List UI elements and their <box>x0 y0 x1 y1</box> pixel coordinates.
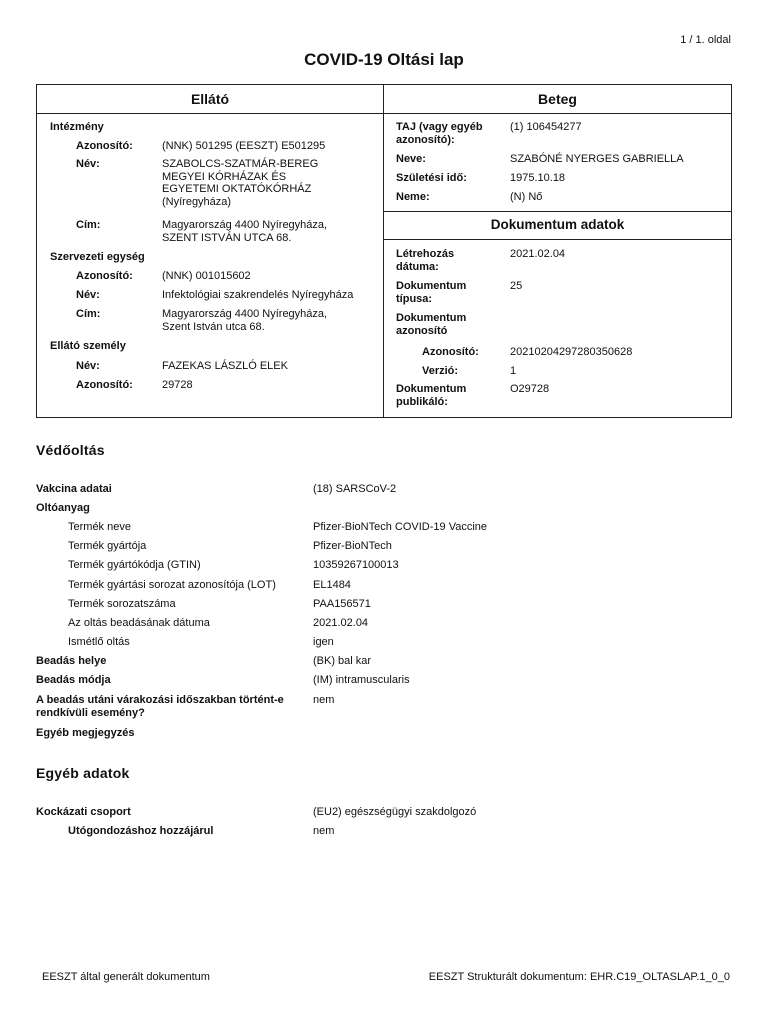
szervezeti-nev: Infektológiai szakrendelés Nyíregyháza <box>162 289 354 301</box>
tipus-value: 25 <box>510 280 523 292</box>
utogondozas-value: nem <box>313 825 335 837</box>
beadas-datuma-value: 2021.02.04 <box>313 617 369 629</box>
lot-value: EL1484 <box>313 579 351 591</box>
taj-value: (1) 106454277 <box>510 121 582 133</box>
kockazati-value: (EU2) egészségügyi szakdolgozó <box>313 806 477 818</box>
utogondozas-label: Utógondozáshoz hozzájárul <box>68 825 214 837</box>
szervezeti-azonosito: (NNK) 001015602 <box>162 270 251 282</box>
tipus-label: Dokumentum típusa: <box>396 280 467 305</box>
kockazati-label: Kockázati csoport <box>36 806 131 818</box>
intezmeny-nev: SZABOLCS-SZATMÁR-BEREG MEGYEI KÓRHÁZAK ÉS EGYETEMI OKTATÓKÓRHÁZ (Nyíregyháza) <box>162 158 319 208</box>
document-title: COVID-19 Oltási lap <box>304 50 464 69</box>
varakozasi-label: A beadás utáni várakozási időszakban történt-e rendkívüli esemény? <box>36 694 284 719</box>
dokumentum-azonosito-group-label: Dokumentum azonosító <box>396 312 467 337</box>
beadas-modja-value: (IM) intramuscularis <box>313 674 410 686</box>
dokumentum-heading: Dokumentum adatok <box>490 217 625 232</box>
szervezeti-azonosito-label: Azonosító: <box>76 270 133 282</box>
szervezeti-cim-label: Cím: <box>76 308 101 320</box>
info-table <box>36 84 732 418</box>
neve-value: SZABÓNÉ NYERGES GABRIELLA <box>510 153 684 165</box>
vakcina-value: (18) SARSCoV-2 <box>313 483 397 495</box>
footer-document-type: EESZT Strukturált dokumentum: EHR.C19_OLTASLAP.1_0_0 <box>428 971 730 983</box>
oltoanyag-label: Oltóanyag <box>36 502 90 514</box>
ellato-heading: Ellátó <box>190 91 230 107</box>
termek-neve-label: Termék neve <box>68 521 131 533</box>
verzio-label: Verzió: <box>422 365 459 377</box>
intezmeny-cim-label: Cím: <box>76 219 101 231</box>
beadas-helye-label: Beadás helye <box>36 655 107 667</box>
szuletesi-value: 1975.10.18 <box>510 172 566 184</box>
szervezeti-label: Szervezeti egység <box>50 251 145 263</box>
publikalo-value: O29728 <box>510 383 550 395</box>
beadas-helye-value: (BK) bal kar <box>313 655 372 667</box>
intezmeny-azonosito-label: Azonosító: <box>76 140 133 152</box>
vedooltas-title: Védőoltás <box>36 442 105 458</box>
szemely-azonosito: 29728 <box>162 379 193 391</box>
column-divider <box>383 85 384 417</box>
taj-label: TAJ (vagy egyéb azonosító): <box>396 121 483 146</box>
gtin-label: Termék gyártókódja (GTIN) <box>68 559 201 571</box>
letrehozas-value: 2021.02.04 <box>510 248 566 260</box>
gtin-value: 10359267100013 <box>313 559 399 571</box>
szemely-azonosito-label: Azonosító: <box>76 379 133 391</box>
vakcina-label: Vakcina adatai <box>36 483 112 495</box>
neve-label: Neve: <box>396 153 426 165</box>
neme-value: (N) Nő <box>510 191 543 203</box>
termek-gyartoja-label: Termék gyártója <box>68 540 147 552</box>
ismetlo-oltas-label: Ismétlő oltás <box>68 636 130 648</box>
verzio-value: 1 <box>510 365 517 377</box>
szervezeti-nev-label: Név: <box>76 289 100 301</box>
sorozatszam-label: Termék sorozatszáma <box>68 598 176 610</box>
megjegyzes-label: Egyéb megjegyzés <box>36 727 135 739</box>
intezmeny-label: Intézmény <box>50 121 104 133</box>
szemely-nev-label: Név: <box>76 360 100 372</box>
termek-gyartoja-value: Pfizer-BioNTech <box>313 540 392 552</box>
page-number: 1 / 1. oldal <box>680 34 731 46</box>
szemely-label: Ellátó személy <box>50 340 126 352</box>
footer-generated-note: EESZT által generált dokumentum <box>42 971 210 983</box>
header-divider <box>37 113 731 114</box>
doc-section-bottom-divider <box>383 239 731 240</box>
dokumentum-azonosito-label: Azonosító: <box>422 346 479 358</box>
szuletesi-label: Születési idő: <box>396 172 467 184</box>
intezmeny-azonosito: (NNK) 501295 (EESZT) E501295 <box>162 140 326 152</box>
varakozasi-value: nem <box>313 694 335 706</box>
neme-label: Neme: <box>396 191 430 203</box>
sorozatszam-value: PAA156571 <box>313 598 371 610</box>
ismetlo-oltas-value: igen <box>313 636 334 648</box>
dokumentum-azonosito-value: 20210204297280350628 <box>510 346 633 358</box>
termek-neve-value: Pfizer-BioNTech COVID-19 Vaccine <box>313 521 488 533</box>
szervezeti-cim: Magyarország 4400 Nyíregyháza, Szent István utca 68. <box>162 308 328 333</box>
publikalo-label: Dokumentum publikáló: <box>396 383 467 408</box>
egyeb-adatok-title: Egyéb adatok <box>36 765 130 781</box>
beadas-datuma-label: Az oltás beadásának dátuma <box>68 617 210 629</box>
beadas-modja-label: Beadás módja <box>36 674 111 686</box>
letrehozas-label: Létrehozás dátuma: <box>396 248 455 273</box>
intezmeny-nev-label: Név: <box>76 158 100 170</box>
szemely-nev: FAZEKAS LÁSZLÓ ELEK <box>162 360 288 372</box>
lot-label: Termék gyártási sorozat azonosítója (LOT) <box>68 579 276 591</box>
intezmeny-cim: Magyarország 4400 Nyíregyháza, SZENT ISTVÁN UTCA 68. <box>162 219 328 244</box>
beteg-heading: Beteg <box>538 91 577 107</box>
